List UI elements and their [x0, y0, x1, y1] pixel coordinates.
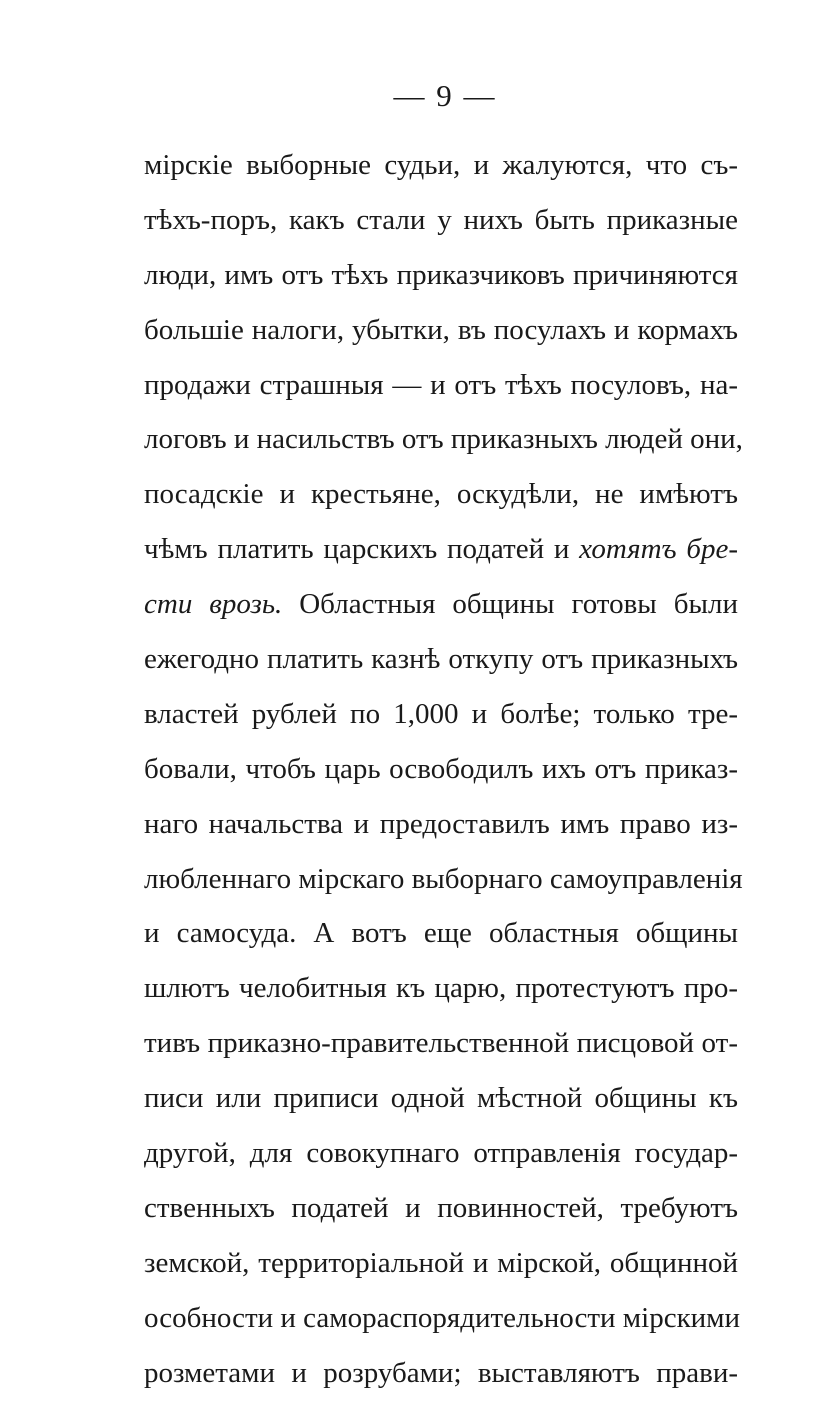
text-line: ежегодно платить казнѣ откупу отъ приказныхъ [144, 643, 738, 676]
text-line: сти врозь. Областныя общины готовы были [144, 588, 738, 621]
text-line: посадскіе и крестьяне, оскудѣли, не имѣютъ [144, 478, 738, 511]
text-line: тѣхъ-поръ, какъ стали у нихъ быть приказные [144, 203, 738, 236]
text-line: чѣмъ платить царскихъ податей и хотятъ бре- [144, 533, 738, 566]
italic-phrase: хотятъ бре- [579, 533, 738, 566]
text-line: мірскіе выборные судьи, и жалуются, что съ- [144, 149, 738, 181]
text-line: логовъ и насильствъ отъ приказныхъ людей они, [144, 423, 743, 456]
text-line: розметами и розрубами; выставляютъ прави- [144, 1356, 738, 1389]
text-line: шлютъ челобитныя къ царю, протестуютъ про- [144, 972, 738, 1005]
text-line: тивъ приказно-правительственной писцовой от- [144, 1027, 738, 1060]
text-line: особности и самораспорядительности мірскими [144, 1301, 741, 1334]
text-line: люди, имъ отъ тѣхъ приказчиковъ причиняются [144, 258, 738, 291]
page-number: — 9 — [393, 78, 497, 113]
text-line: другой, для совокупнаго отправленія государ- [144, 1137, 738, 1170]
italic-phrase: сти врозь. [144, 588, 283, 621]
text-line: и самосуда. А вотъ еще областныя общины [144, 917, 738, 950]
text-line: писи или приписи одной мѣстной общины къ [144, 1082, 738, 1115]
text-line: бовали, чтобъ царь освободилъ ихъ отъ приказ- [144, 752, 738, 785]
text-line: любленнаго мірскаго выборнаго самоуправленія [144, 862, 743, 895]
text-line: большіе налоги, убытки, въ посулахъ и кормахъ [144, 313, 738, 346]
text-line: продажи страшныя — и отъ тѣхъ посуловъ, на- [144, 368, 738, 401]
text-line: земской, территоріальной и мірской, общинной [144, 1246, 738, 1279]
text-line: наго начальства и предоставилъ имъ право из- [144, 807, 738, 840]
text-line: властей рублей по 1,000 и болѣе; только тре- [144, 697, 738, 730]
text-line: ственныхъ податей и повинностей, требуютъ [144, 1191, 738, 1224]
body-text [144, 138, 743, 1400]
